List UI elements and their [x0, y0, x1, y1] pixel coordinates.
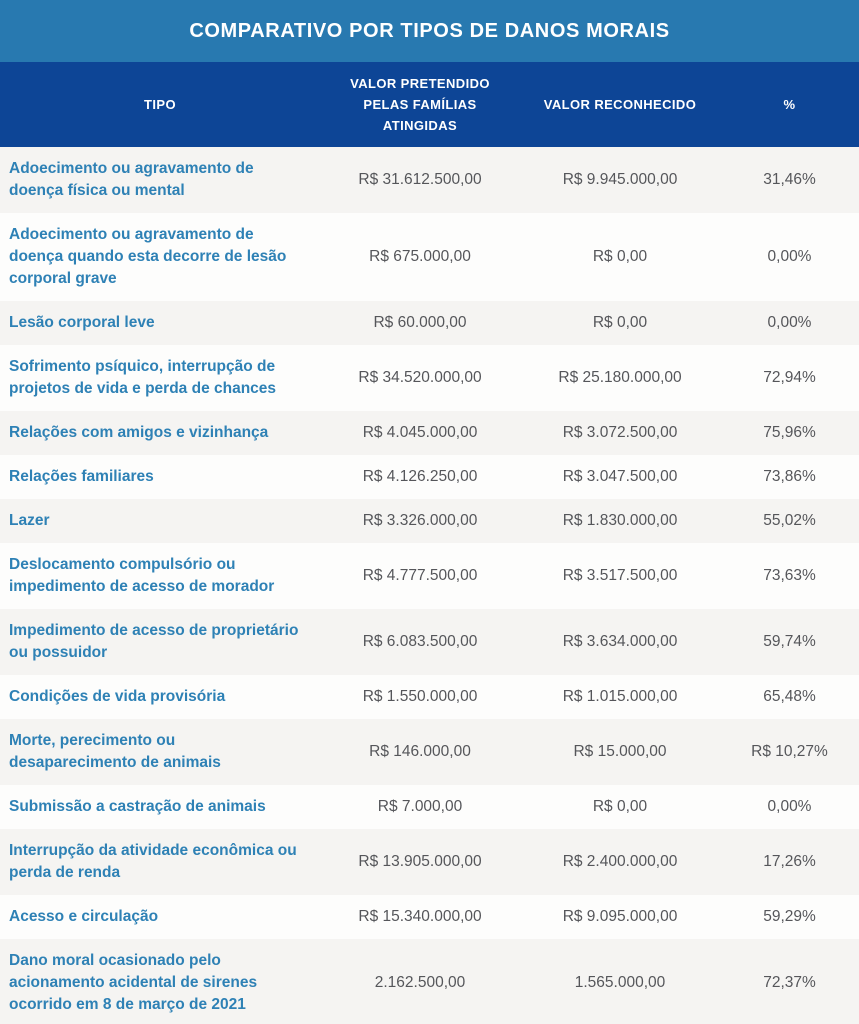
- row-tipo-label: Relações com amigos e vizinhança: [9, 424, 269, 441]
- row-valor-reconhecido: R$ 3.517.500,00: [562, 567, 678, 584]
- row-valor-pretendido: R$ 4.777.500,00: [362, 567, 478, 584]
- row-percent: 0,00%: [767, 248, 812, 265]
- row-percent: 73,86%: [763, 468, 816, 485]
- row-valor-reconhecido: R$ 2.400.000,00: [562, 853, 678, 870]
- column-header-valor-pretendido: VALOR PRETENDIDO PELAS FAMÍLIAS ATINGIDAS: [350, 76, 490, 133]
- row-percent: 72,94%: [763, 369, 816, 386]
- row-valor-reconhecido: R$ 9.095.000,00: [562, 908, 678, 925]
- row-valor-pretendido: R$ 13.905.000,00: [358, 853, 482, 870]
- table-row: [0, 829, 859, 895]
- row-percent: 75,96%: [763, 424, 816, 441]
- row-percent: 0,00%: [767, 314, 812, 331]
- table-row: [0, 301, 859, 345]
- row-tipo-label: Morte, perecimento ou desaparecimento de animais: [9, 732, 221, 771]
- table-row: [0, 895, 859, 939]
- row-percent: 17,26%: [763, 853, 816, 870]
- row-valor-reconhecido: R$ 0,00: [592, 314, 648, 331]
- table-row: [0, 147, 859, 213]
- row-tipo-label: Condições de vida provisória: [9, 688, 226, 705]
- row-tipo-label: Interrupção da atividade econômica ou perda de renda: [9, 842, 297, 881]
- row-percent: 55,02%: [763, 512, 816, 529]
- row-valor-reconhecido: R$ 9.945.000,00: [562, 171, 678, 188]
- page-title: COMPARATIVO POR TIPOS DE DANOS MORAIS: [189, 19, 670, 42]
- table-header-row: [0, 62, 859, 147]
- table-body: [0, 147, 859, 1024]
- row-valor-reconhecido: R$ 3.634.000,00: [562, 633, 678, 650]
- row-tipo-label: Adoecimento ou agravamento de doença física ou mental: [9, 160, 254, 199]
- row-valor-reconhecido: R$ 1.830.000,00: [562, 512, 678, 529]
- column-header-valor-reconhecido: VALOR RECONHECIDO: [543, 97, 697, 112]
- row-tipo-label: Lesão corporal leve: [9, 314, 155, 331]
- row-tipo-label: Adoecimento ou agravamento de doença quando esta decorre de lesão corporal grave: [9, 226, 287, 287]
- column-header-tipo: TIPO: [144, 97, 176, 112]
- row-valor-pretendido: R$ 4.045.000,00: [362, 424, 478, 441]
- column-header-percent: %: [783, 97, 796, 112]
- row-percent: 0,00%: [767, 798, 812, 815]
- row-percent: 59,74%: [763, 633, 816, 650]
- row-percent: R$ 10,27%: [751, 743, 828, 760]
- row-tipo-label: Submissão a castração de animais: [9, 798, 266, 815]
- row-valor-reconhecido: R$ 25.180.000,00: [558, 369, 682, 386]
- row-percent: 65,48%: [763, 688, 816, 705]
- table-row: [0, 785, 859, 829]
- table-row: [0, 719, 859, 785]
- table-row: [0, 939, 859, 1024]
- table-row: [0, 411, 859, 455]
- row-valor-reconhecido: R$ 15.000,00: [573, 743, 667, 760]
- row-valor-pretendido: 2.162.500,00: [374, 974, 466, 991]
- row-tipo-label: Relações familiares: [9, 468, 154, 485]
- row-valor-reconhecido: R$ 3.072.500,00: [562, 424, 678, 441]
- row-percent: 72,37%: [763, 974, 816, 991]
- row-valor-reconhecido: R$ 0,00: [592, 798, 648, 815]
- row-valor-reconhecido: 1.565.000,00: [574, 974, 666, 991]
- table-row: [0, 213, 859, 301]
- row-valor-pretendido: R$ 3.326.000,00: [362, 512, 478, 529]
- table-row: [0, 499, 859, 543]
- row-tipo-label: Acesso e circulação: [9, 908, 159, 925]
- page-title-bar: [0, 0, 859, 62]
- row-tipo-label: Lazer: [9, 512, 50, 529]
- row-valor-pretendido: R$ 31.612.500,00: [358, 171, 482, 188]
- table-row: [0, 345, 859, 411]
- row-valor-reconhecido: R$ 0,00: [592, 248, 648, 265]
- row-percent: 73,63%: [763, 567, 816, 584]
- row-valor-reconhecido: R$ 3.047.500,00: [562, 468, 678, 485]
- row-valor-pretendido: R$ 1.550.000,00: [362, 688, 478, 705]
- row-valor-pretendido: R$ 60.000,00: [373, 314, 467, 331]
- row-valor-pretendido: R$ 4.126.250,00: [362, 468, 478, 485]
- table-row: [0, 543, 859, 609]
- table-row: [0, 609, 859, 675]
- row-valor-pretendido: R$ 15.340.000,00: [358, 908, 482, 925]
- row-valor-pretendido: R$ 675.000,00: [369, 248, 471, 265]
- row-tipo-label: Sofrimento psíquico, interrupção de projetos de vida e perda de chances: [9, 358, 277, 397]
- row-percent: 31,46%: [763, 171, 816, 188]
- row-tipo-label: Dano moral ocasionado pelo acionamento acidental de sirenes ocorrido em 8 de março de 2021: [9, 952, 258, 1013]
- row-valor-pretendido: R$ 6.083.500,00: [362, 633, 478, 650]
- table-row: [0, 455, 859, 499]
- row-valor-pretendido: R$ 34.520.000,00: [358, 369, 482, 386]
- row-valor-reconhecido: R$ 1.015.000,00: [562, 688, 678, 705]
- row-valor-pretendido: R$ 7.000,00: [377, 798, 463, 815]
- row-percent: 59,29%: [763, 908, 816, 925]
- row-tipo-label: Deslocamento compulsório ou impedimento de acesso de morador: [9, 556, 275, 595]
- table-row: [0, 675, 859, 719]
- row-tipo-label: Impedimento de acesso de proprietário ou possuidor: [9, 622, 299, 661]
- row-valor-pretendido: R$ 146.000,00: [369, 743, 471, 760]
